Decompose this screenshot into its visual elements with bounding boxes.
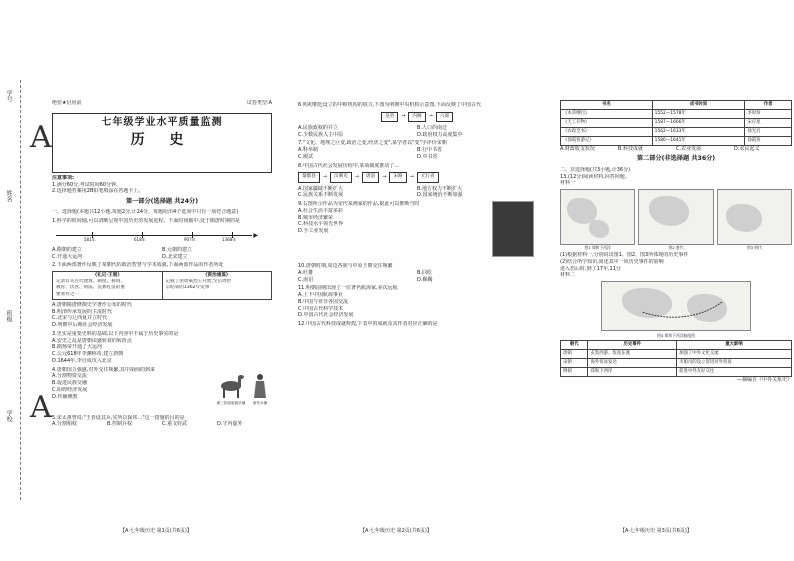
option-a[interactable]: A.科举制 <box>298 147 318 154</box>
option-d[interactable]: D.手工业发展 <box>298 228 329 235</box>
sub-question: 进入伤后时,到了17年,11分 <box>560 265 621 272</box>
question-stem: 11.明朝前期出现了一位著名航海家,多次远航 <box>298 285 398 292</box>
options <box>560 146 792 153</box>
table-header: 书名 <box>561 101 653 110</box>
timeline-arrow-icon: ▶ <box>253 231 258 239</box>
map-caption: 图3 明代 <box>746 245 762 251</box>
diagram-box: 秦郡县 <box>298 172 320 182</box>
option-c[interactable]: C.公元618年李渊称帝,建立唐朝 <box>52 351 124 358</box>
option-d[interactable]: D.中国古代社会经济发展 <box>298 312 354 319</box>
option-b[interactable]: B.控制兵权 <box>107 421 133 428</box>
page-2-column <box>298 100 536 520</box>
notes-heading: 注意事项: <box>52 174 74 181</box>
source-line: 记录有关古代建筑、制度、称谓、 <box>56 279 125 285</box>
table-cell: 李时珍 <box>745 109 792 118</box>
option-c[interactable]: C.开通大运河 <box>52 253 83 260</box>
option-b[interactable]: B.科技成就 <box>618 145 644 152</box>
timeline-label: 618年 <box>134 236 146 242</box>
question-12 <box>298 321 536 328</box>
map-land <box>726 204 762 232</box>
option-d[interactable]: D.传播佛教 <box>52 393 78 400</box>
question-stem: 13.(12分)阅读材料,回答问题。 <box>560 173 630 180</box>
option-c[interactable]: C.阻碍经济发展 <box>52 386 88 393</box>
map-image <box>638 189 713 245</box>
question-stem: 10.唐朝时期,周边各族与中原王朝交往频繁 <box>298 263 393 270</box>
question-2 <box>52 262 272 329</box>
option-a[interactable]: A.唐朝隋唐修撰史学著作公布的时代 <box>52 301 132 308</box>
option-b[interactable]: B.元朝的建立 <box>162 246 193 253</box>
option-b[interactable]: B.明清传承发展的主流时代 <box>52 308 113 315</box>
margin-label-id: 学号 <box>5 90 13 102</box>
options <box>298 125 536 139</box>
table-cell: 加强了中外文化交流 <box>677 350 792 359</box>
diagram-box: 唐道 <box>362 172 379 182</box>
paper-a-mark: A <box>30 120 52 155</box>
subject-title: 历 史 <box>130 132 194 149</box>
table-cell: 市舶司的设立促进对外贸易 <box>677 359 792 368</box>
option-a[interactable]: A.安史之乱是唐朝由盛转衰的转折点 <box>52 337 132 344</box>
figure-caption: 唐代女俑 <box>252 401 268 406</box>
arrow-right-icon: → <box>322 174 327 181</box>
table-row <box>561 127 792 136</box>
options <box>52 247 272 261</box>
figure-caption: 唐三彩骆驼载乐俑 <box>216 401 246 406</box>
source-title: 《礼记·王制》 <box>92 273 122 279</box>
source-line: 记载了由周威烈王开始,至后周世 <box>165 279 232 285</box>
note-item: 2.选择题答案用2B铅笔填涂在答题卡上。 <box>52 188 144 195</box>
table-cell: 1562—1633年 <box>652 127 745 136</box>
structure-diagram <box>298 112 536 122</box>
table-cell: 宋应星 <box>745 118 792 127</box>
question-stem: 12.中国古代科技成就辉煌,下表中的成就及其作者对应正确的是 <box>298 321 438 328</box>
timeline-label: 1368年 <box>222 236 237 242</box>
option-c[interactable]: C.农业发展 <box>676 145 702 152</box>
question-stem: 1.科学的时间轴,可以清晰呈现中国历史的发展进程。下面时间轴中,处于隋唐时期的是 <box>52 218 240 225</box>
question-11 <box>298 285 536 319</box>
sub-question: (2)结合所学知识,简述其中一项历史事件的影响 <box>560 258 664 265</box>
table-cell: 《农政全书》 <box>561 127 653 136</box>
map-3 <box>717 189 792 250</box>
options <box>52 421 272 428</box>
option-c[interactable]: C.殿试 <box>298 153 314 160</box>
route-line-icon <box>602 282 751 331</box>
part2-instructions: 二、非选择题(共3小题,计36分) <box>560 166 631 173</box>
table-cell: 明朝 <box>561 368 588 377</box>
question-stem: 3.史实是重要史料的基础,以下内容中不属于历史事实的是 <box>52 330 179 337</box>
history-table <box>560 340 792 377</box>
diagram-box: 元行省 <box>417 172 439 182</box>
timeline <box>52 228 272 244</box>
voyage-map <box>601 281 751 331</box>
binding-line <box>20 80 21 500</box>
option-d[interactable]: D.中书省 <box>417 153 438 160</box>
option-a[interactable]: A.吐蕃 <box>298 269 313 276</box>
table-cell: 1587—1666年 <box>652 118 745 127</box>
timeline-axis <box>56 235 252 236</box>
source-title: 《资治通鉴》 <box>202 273 231 279</box>
table-row <box>561 118 792 127</box>
table-row <box>561 136 792 145</box>
table-row <box>561 350 792 359</box>
option-d[interactable]: D.农民起义 <box>734 145 760 152</box>
question-3 <box>52 331 272 365</box>
question-6 <box>298 102 536 138</box>
painting-image <box>492 201 534 257</box>
source-line: 宗结束的1362年史事 <box>165 285 210 291</box>
source-line: 教育、饮食、刑法、丧葬礼仪的重 <box>56 285 125 291</box>
question-9 <box>298 201 536 261</box>
q4-figures <box>216 373 268 407</box>
source-box-left <box>53 272 163 299</box>
table-cell: 《本草纲目》 <box>561 109 653 118</box>
question-stem: 8.中国古代社会发展历程中,某项制度推动了... <box>298 162 400 169</box>
map-1 <box>560 189 635 250</box>
source-line: 要著作之一 <box>56 291 79 297</box>
header-row <box>52 100 272 107</box>
map-land <box>649 196 689 226</box>
question-10 <box>298 263 536 283</box>
map-land <box>589 220 609 238</box>
option-a[interactable]: A.财政收支状况 <box>560 145 595 152</box>
page-1-column <box>52 100 272 520</box>
option-c[interactable]: C.科技水平领先世界 <box>298 221 344 228</box>
question-stem: 9.右图所示作品为宋代某画家的作品,据此可以推断当时 <box>298 201 420 208</box>
table-header: 朝代 <box>561 341 588 350</box>
arrow-right-icon: → <box>382 174 387 181</box>
table-cell: 1586—1641年 <box>652 136 745 145</box>
figure-camel <box>216 373 246 407</box>
diagram-box: 宋路 <box>389 172 406 182</box>
arrow-right-icon: → <box>428 113 433 120</box>
question-7 <box>298 140 536 160</box>
note-item: 1.满分60分,考试时间60分钟。 <box>52 181 122 188</box>
arrow-right-icon: → <box>409 174 414 181</box>
part1-heading: 第一部分(选择题 共24分) <box>125 198 199 205</box>
source-note: —摘编自《中外关系史》 <box>736 377 792 384</box>
option-d[interactable]: D.国家统治不断加强 <box>417 192 463 199</box>
table-row <box>561 109 792 118</box>
question-stem: 5.宋太祖曾说:"王者设其兵,实所以保邦…"这一措施的目的是 <box>52 414 185 421</box>
timeline-label: 581年 <box>84 236 96 242</box>
option-c[interactable]: C.北宋与辽西夏并立时代 <box>52 315 108 322</box>
options <box>298 147 536 161</box>
option-b[interactable]: B.回纥 <box>417 269 433 276</box>
diagram-box: 皇帝 <box>381 112 398 122</box>
map-image <box>560 189 635 245</box>
option-a[interactable]: A.上下中国航海事业 <box>298 292 343 299</box>
option-b[interactable]: B.行中书省 <box>417 147 443 154</box>
margin-label-school: 学校 <box>5 410 13 422</box>
source-boxes <box>52 271 272 300</box>
question-stem: 7."文化、地理之巨变,政治之变,经济之变",某学者以"变"字评价宋朝 <box>298 140 447 147</box>
table-header: 重大影响 <box>677 341 792 350</box>
secret-label: 绝密★启用前 <box>52 100 82 106</box>
table-header: 历史事件 <box>588 341 677 350</box>
arrow-right-icon: → <box>354 174 359 181</box>
paper-a-mark-lower: A <box>30 390 52 425</box>
table-cell: 《徐霞客游记》 <box>561 136 653 145</box>
map-caption: 图2 唐代 <box>668 245 684 251</box>
option-d[interactable]: D.1644年,李自成攻入北京 <box>52 357 112 364</box>
camel-figure-icon <box>216 373 246 399</box>
table-cell: 徐霞客 <box>745 136 792 145</box>
option-c[interactable]: C.中国古代科学技术 <box>298 305 344 312</box>
option-d[interactable]: D.明朝中后期社会经济发展 <box>52 322 113 329</box>
option-b[interactable]: B.促进民族交融 <box>52 380 88 387</box>
option-b[interactable]: B.城市经济繁荣 <box>298 214 334 221</box>
timeline-label: 907年 <box>184 236 196 242</box>
option-a[interactable]: A.国家疆域不断扩大 <box>298 185 343 192</box>
margin-label-class: 班级 <box>5 310 13 322</box>
part1-instructions: 一、选择题(本题共12小题,每题2分,计24分。每题给出4个选项中只有一项符合题意) <box>52 209 239 216</box>
table-header: 作者 <box>745 101 792 110</box>
map-caption: 图1 郑和下西洋 <box>584 245 611 251</box>
title-box <box>52 113 272 173</box>
option-d[interactable]: D.守内虚外 <box>217 421 243 428</box>
option-c[interactable]: C.重文轻武 <box>162 421 188 428</box>
option-c[interactable]: C.少数民族入主中原 <box>298 131 344 138</box>
margin-label-name: 姓名 <box>5 190 13 202</box>
map-image <box>717 189 792 245</box>
map-caption: 图4 郑和下西洋航线图 <box>657 333 695 339</box>
arrow-right-icon: → <box>401 113 406 120</box>
part2-heading: 第二部分(非选择题 共36分) <box>636 155 716 163</box>
option-a[interactable]: A.分割相权 <box>52 421 77 428</box>
question-stem: 6.明初朝廷设立的中枢机构的权力,下图为明朝中央机构示意图,下面反映了中国古代 <box>298 102 481 108</box>
paper-type: 试卷类型:A <box>246 100 272 106</box>
question-1 <box>52 218 272 260</box>
table-cell: 唐朝 <box>561 350 588 359</box>
source-box-right <box>163 272 272 299</box>
table-cell: 玄奘西游、鉴真东渡 <box>588 350 677 359</box>
option-a[interactable]: A.民族政权的并立 <box>298 124 338 131</box>
option-b[interactable]: B.地方权力不断扩大 <box>417 185 463 192</box>
maps-row <box>560 189 792 250</box>
exam-title: 七年级学业水平质量监测 <box>101 116 223 128</box>
sub-question: (1)根据材料一,分别说出图1、图2、图3所体现的历史事件 <box>560 252 689 259</box>
map-2 <box>638 189 713 250</box>
question-4 <box>52 367 272 413</box>
option-a[interactable]: A.分割物资交流 <box>52 373 87 380</box>
table-row <box>561 359 792 368</box>
table-cell: 《天工开物》 <box>561 118 653 127</box>
option-b[interactable]: B.人口的南迁 <box>417 124 448 131</box>
figure-figurine <box>252 373 268 407</box>
table-row <box>561 368 792 377</box>
question-stem: 4.唐朝国力强盛,对外交往频繁,其中胡商的到来 <box>52 366 155 373</box>
page-3-column <box>560 100 792 520</box>
question-stem: 2.下面两部著作反映了某朝代的政治智慧与学术成就,下面两部作品的作者所处 <box>52 262 224 269</box>
option-c[interactable]: C.民族关系不断发展 <box>298 192 344 199</box>
option-c[interactable]: C.南诏 <box>298 276 314 283</box>
table-cell: 徐光启 <box>745 127 792 136</box>
option-b[interactable]: B.隋炀帝开通了大运河 <box>52 344 103 351</box>
page-footer: 【A·七年级历史 第2页(共6页)】 <box>360 528 432 534</box>
options <box>298 186 536 200</box>
option-a[interactable]: A.隋朝的建立 <box>52 246 82 253</box>
option-a[interactable]: A.社会生活丰富多彩 <box>298 207 343 214</box>
table-cell: 1552—1578年 <box>652 109 745 118</box>
diagram-box: 六部 <box>436 112 453 122</box>
figurine-icon <box>252 373 268 399</box>
material-label: 材料一 <box>560 180 576 187</box>
table-cell: 郑和下西洋 <box>588 368 677 377</box>
table-cell: 海外贸易发达 <box>588 359 677 368</box>
question-8 <box>298 163 536 199</box>
table-cell: 促进中外友好交往 <box>677 368 792 377</box>
page-footer: 【A·七年级历史 第3页(共6页)】 <box>620 528 692 534</box>
table-cell: 宋朝 <box>561 359 588 368</box>
diagram-box: 内阁 <box>408 112 425 122</box>
table-header: 成书时间 <box>652 101 745 110</box>
option-d[interactable]: D.靺鞨 <box>417 276 433 283</box>
question-5 <box>52 415 272 429</box>
material-label: 材料二 <box>560 272 576 279</box>
options <box>298 270 536 284</box>
option-d[interactable]: D.北宋建立 <box>162 253 188 260</box>
diagram-box: 汉刺史 <box>330 172 352 182</box>
notes <box>52 175 272 195</box>
option-d[interactable]: D.政府权力高度集中 <box>417 131 463 138</box>
page-footer: 【A·七年级历史 第1页(共6页)】 <box>120 528 192 534</box>
achievements-table <box>560 100 792 146</box>
option-b[interactable]: B.中国与亚非各国交流 <box>298 298 349 305</box>
evolution-diagram <box>298 172 536 182</box>
